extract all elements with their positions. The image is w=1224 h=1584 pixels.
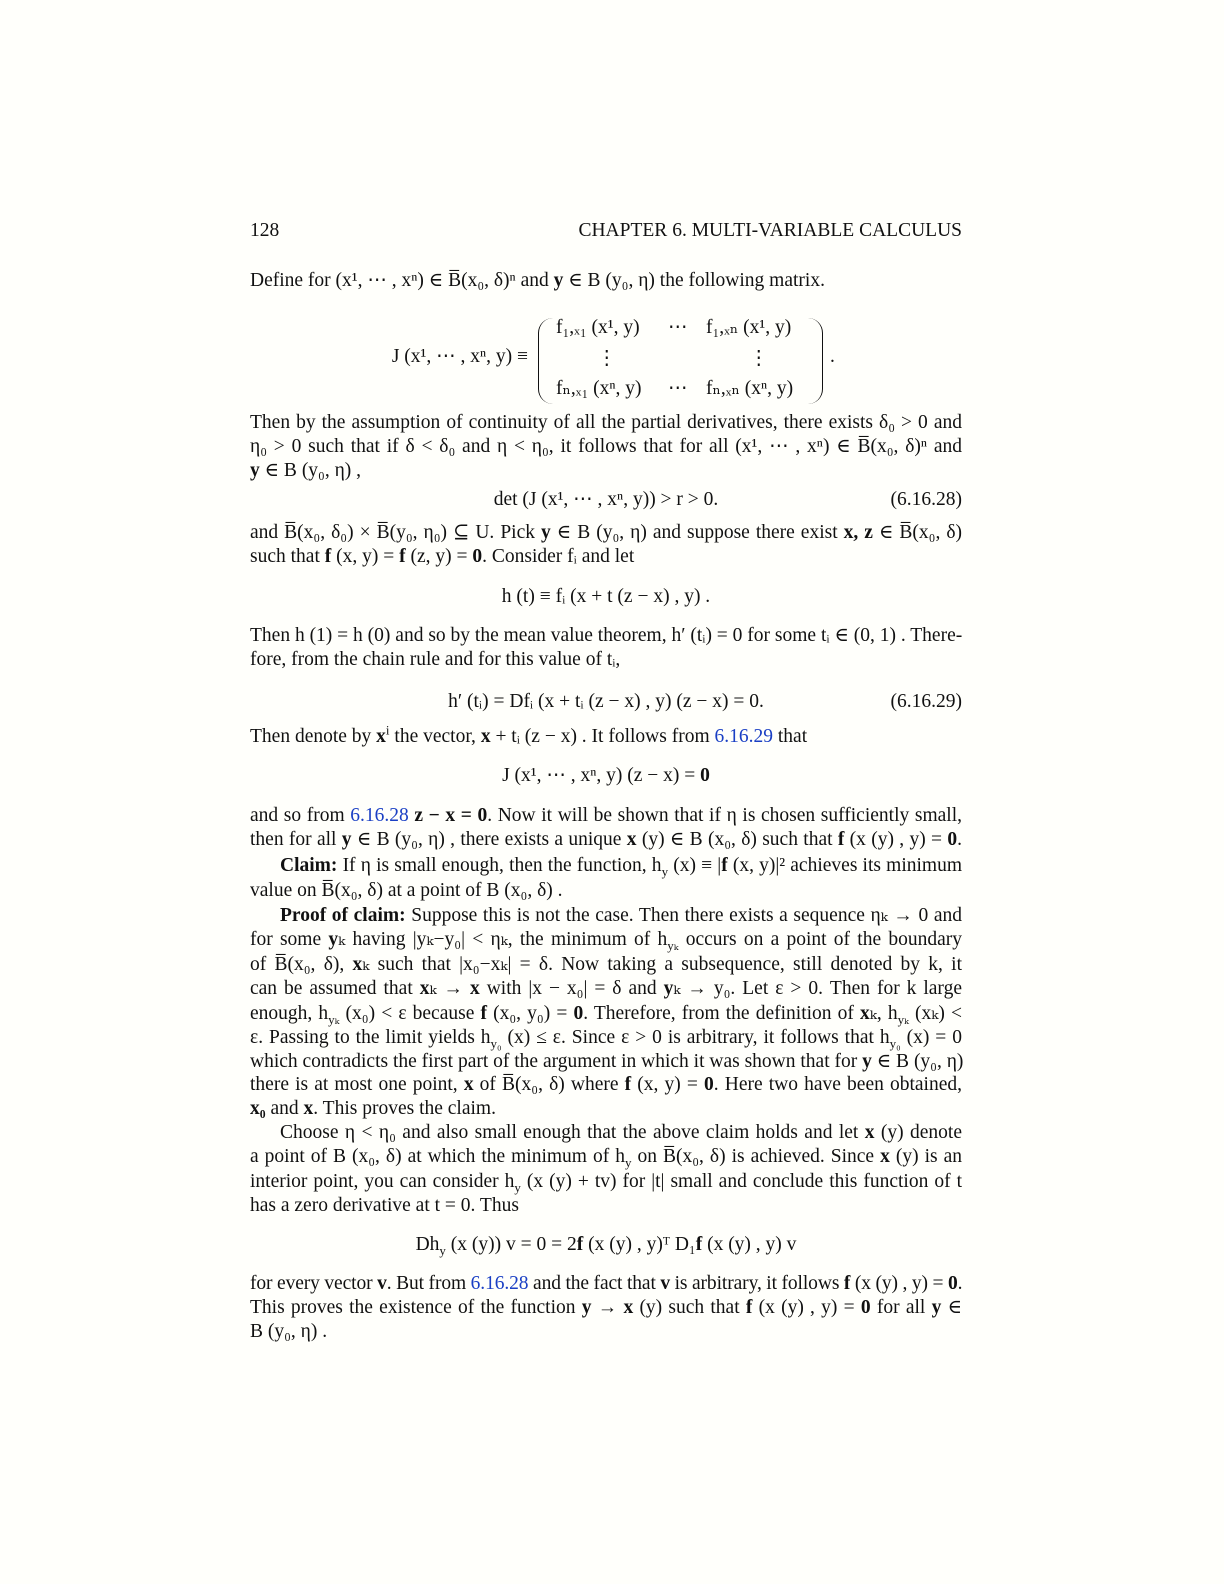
subscript: y (439, 1242, 446, 1258)
text-line (250, 436, 962, 458)
bold-text: f (745, 1297, 753, 1318)
bold-text: f (837, 829, 845, 850)
subscript: yₖ (328, 1011, 340, 1027)
bold-text: f (721, 855, 728, 876)
matrix-period: . (830, 346, 835, 367)
bold-text: y (328, 929, 339, 950)
text-run: for every vector (250, 1273, 378, 1294)
equation-reference-link[interactable]: 6.16.28 (470, 1273, 529, 1294)
text-line (250, 1051, 962, 1073)
text-line (250, 1146, 962, 1168)
text-line (494, 489, 719, 511)
text-line (502, 765, 710, 787)
text-line (250, 905, 962, 927)
equation-reference-link[interactable]: 6.16.29 (714, 726, 773, 747)
bold-text: x₀ (250, 1098, 266, 1119)
text-run: (x (y) , y)ᵀ D₁ (583, 1234, 696, 1255)
text-run: interior point, you can consider h (250, 1171, 515, 1192)
text-run: is arbitrary, it follows (670, 1273, 844, 1294)
bold-text: f (576, 1234, 584, 1255)
text-run: (x₀, y₀) = (487, 1003, 574, 1024)
text-run: . Now it will be shown that if η is chosen sufficiently small, (487, 805, 962, 826)
text-run: which contradicts the first part of the argument in which it was shown that for (250, 1051, 863, 1072)
bold-text: Claim: (280, 855, 338, 876)
bold-text: z − x = 0 (414, 805, 488, 826)
text-line (250, 1003, 962, 1025)
matrix-cell: fₙ,ₓ₁ (xⁿ, y) (556, 378, 642, 399)
matrix-cell: f₁,ₓₙ (x¹, y) (706, 317, 792, 338)
text-run: ∈ B (y₀, η) , there exists a unique (351, 829, 627, 850)
text-line (250, 1273, 962, 1295)
text-run: ∈ B̅(x₀, δ) (872, 522, 963, 543)
equation-reference-link[interactable]: 6.16.28 (350, 805, 409, 826)
text-run: If η is small enough, then the function, h (337, 855, 662, 876)
bold-text: f (324, 546, 332, 567)
text-run: . Consider fᵢ and let (482, 546, 635, 567)
text-run: . Therefore, from the definition of (583, 1003, 861, 1024)
bold-text: 0 (472, 546, 483, 567)
text-run: ∈ B (y₀, η) the following matrix. (563, 270, 825, 291)
text-line (250, 829, 962, 851)
text-run: Dh (415, 1234, 440, 1255)
text-run: (x) ≡ | (668, 855, 722, 876)
text-run: Then by the assumption of continuity of all the partial derivatives, there exists δ₀ > 0 and (250, 412, 962, 433)
bold-text: y (862, 1051, 872, 1072)
text-run: (x) ≤ ε. Since ε > 0 is arbitrary, it follows that h (501, 1027, 890, 1048)
text-run: ∈ B (y₀, η) (871, 1051, 964, 1072)
bold-text: f (695, 1234, 703, 1255)
text-run: (y) denote (874, 1122, 962, 1143)
text-run: ∈ B (y₀, η) and suppose there exist (550, 522, 844, 543)
bold-text: y (581, 1297, 592, 1318)
text-run: such that (250, 546, 325, 567)
text-run: Suppose this is not the case. Then there exists a sequence ηₖ → 0 and (405, 905, 962, 926)
equation-number: (6.16.28) (890, 489, 962, 510)
page-number: 128 (250, 220, 280, 241)
text-run: . Here two have been obtained, (713, 1074, 962, 1095)
text-run: h (t) ≡ fᵢ (x + t (z − x) , y) . (501, 586, 711, 607)
text-line (250, 1074, 962, 1096)
bold-text: x (463, 1074, 474, 1095)
bold-text: 0 (573, 1003, 584, 1024)
right-paren (808, 318, 823, 404)
bold-text: x (626, 829, 637, 850)
text-run: can be assumed that (250, 978, 420, 999)
text-run: (x (y)) v = 0 = 2 (445, 1234, 577, 1255)
text-run: . This proves the claim. (313, 1098, 496, 1119)
bold-text: x (419, 978, 430, 999)
text-run: Then denote by (250, 726, 377, 747)
text-run: enough, h (250, 1003, 329, 1024)
text-line (250, 1098, 962, 1120)
bold-text: 0 (947, 829, 958, 850)
text-run: . But from (386, 1273, 471, 1294)
bold-text: x (880, 1146, 890, 1167)
subscript: y₀ (490, 1035, 502, 1051)
bold-text: v (377, 1273, 387, 1294)
bold-text: y (931, 1297, 942, 1318)
text-line (250, 522, 962, 544)
text-run: that (773, 726, 808, 747)
text-run: fore, from the chain rule and for this value of tᵢ, (250, 649, 621, 670)
text-run: (x (y) , y) v (702, 1234, 797, 1255)
bold-text: f (399, 546, 406, 567)
bold-text: Proof of claim: (280, 905, 406, 926)
bold-text: f (624, 1074, 632, 1095)
bold-text: y (663, 978, 674, 999)
text-run: for all (870, 1297, 932, 1318)
text-line (250, 978, 962, 1000)
text-run: and so from (250, 805, 351, 826)
text-line (250, 546, 962, 568)
text-run: the vector, (389, 726, 481, 747)
text-line (250, 1297, 962, 1319)
bold-text: v (660, 1273, 671, 1294)
text-run: on B̅(x₀, δ) is achieved. Since (631, 1146, 881, 1167)
equation-number: (6.16.29) (890, 691, 962, 712)
text-line (250, 855, 962, 877)
text-run: and the fact that (528, 1273, 661, 1294)
text-run: η₀ > 0 such that if δ < δ₀ and η < η₀, it follows that for all (x¹, ⋯ , xⁿ) ∈ B̅(x₀, δ)ⁿ and (250, 436, 962, 457)
text-run: (y) such that (633, 1297, 746, 1318)
text-run: ₖ having |yₖ−y₀| < ηₖ, the minimum of h (338, 929, 668, 950)
text-run: of B̅(x₀, δ), (250, 954, 353, 975)
text-run: there is at most one point, (250, 1074, 464, 1095)
text-run: (x (y) , y) = (844, 829, 948, 850)
text-run: det (J (x¹, ⋯ , xⁿ, y)) > r > 0. (493, 489, 719, 510)
text-run: Choose η < η₀ and also small enough that the above claim holds and let (280, 1122, 865, 1143)
text-run: Then h (1) = h (0) and so by the mean value theorem, h′ (tᵢ) = 0 for some tᵢ ∈ (0, 1) . There- (250, 625, 963, 646)
text-line (502, 586, 710, 608)
text-run: a point of B (x₀, δ) at which the minimum of h (250, 1146, 625, 1167)
matrix-cell: ⋮ (749, 348, 769, 369)
matrix-cell: fₙ,ₓₙ (xⁿ, y) (706, 378, 794, 399)
text-line (250, 270, 962, 292)
superscript: i (385, 722, 390, 738)
matrix-lhs: J (x¹, ⋯ , xⁿ, y) ≡ (391, 346, 528, 367)
text-run: for some (250, 929, 329, 950)
text-line (250, 412, 962, 434)
matrix-cell: ⋮ (597, 348, 617, 369)
text-run: ₖ, h (869, 1003, 898, 1024)
subscript: y (661, 863, 669, 879)
text-line (250, 649, 962, 671)
text-line (250, 460, 962, 482)
bold-text: f (843, 1273, 851, 1294)
bold-text: 0 (947, 1273, 958, 1294)
text-run: (x, y) = (631, 1074, 704, 1095)
bold-text: f (480, 1003, 487, 1024)
matrix-cell: f₁,ₓ₁ (x¹, y) (556, 317, 640, 338)
bold-text: y (553, 270, 564, 291)
text-run: and B̅(x₀, δ₀) × B̅(y₀, η₀) ⊆ U. Pick (250, 522, 541, 543)
text-run: ₖ such that |x₀−xₖ| = δ. Now taking a subsequence, still denoted by k, it (362, 954, 962, 975)
text-run: J (x¹, ⋯ , xⁿ, y) (z − x) = (502, 765, 701, 786)
text-line (250, 880, 962, 902)
bold-text: 0 (704, 1074, 714, 1095)
bold-text: x (376, 726, 386, 747)
text-run: (xₖ) < (908, 1003, 963, 1024)
text-run: ∈ B (y₀, η) , (259, 460, 362, 481)
text-run: (y) ∈ B (x₀, δ) such that (636, 829, 838, 850)
text-line (250, 1321, 962, 1343)
text-run: then for all (250, 829, 342, 850)
text-run: occurs on a point of the boundary (678, 929, 962, 950)
subscript: y₀ (889, 1035, 901, 1051)
text-run: (x₀) < ε because (339, 1003, 481, 1024)
text-run: This proves the existence of the function (250, 1297, 582, 1318)
text-line (416, 1234, 797, 1256)
matrix-cell: ⋯ (668, 378, 688, 399)
text-run: (z, y) = (405, 546, 473, 567)
bold-text: 0 (860, 1297, 871, 1318)
bold-text: x (303, 1098, 314, 1119)
text-line (250, 722, 962, 748)
bold-text: x (480, 726, 491, 747)
text-run: ε. Passing to the limit yields h (250, 1027, 491, 1048)
text-line (250, 1195, 962, 1217)
text-run: value on B̅(x₀, δ) at a point of B (x₀, δ) . (250, 880, 563, 901)
bold-text: 0 (700, 765, 710, 786)
bold-text: x, z (843, 522, 873, 543)
text-line (448, 691, 764, 713)
left-paren (538, 318, 553, 404)
text-run: ₖ → y₀. Let ε > 0. Then for k large (673, 978, 962, 999)
text-line (250, 1171, 962, 1193)
subscript: yₖ (667, 937, 679, 953)
text-run: . (957, 829, 962, 850)
subscript: y (624, 1154, 632, 1170)
text-run: (x (y) , y) = (850, 1273, 948, 1294)
bold-text: x (470, 978, 480, 999)
text-run: ∈ (941, 1297, 962, 1318)
text-run: → (591, 1297, 624, 1318)
bold-text: x (623, 1297, 634, 1318)
text-line (250, 1027, 962, 1049)
text-run: (x, y) = (331, 546, 400, 567)
text-run: (y) is an (889, 1146, 962, 1167)
text-run: (x (y) , y) = (752, 1297, 861, 1318)
text-run: (x) = 0 (900, 1027, 962, 1048)
subscript: yₖ (897, 1011, 909, 1027)
text-run: (x (y) + tv) for |t| small and conclude this function of t (520, 1171, 962, 1192)
bold-text: x (860, 1003, 870, 1024)
bold-text: y (341, 829, 352, 850)
running-header: CHAPTER 6. MULTI-VARIABLE CALCULUS (578, 220, 962, 241)
text-run: and (265, 1098, 304, 1119)
bold-text: y (541, 522, 551, 543)
subscript: y (514, 1179, 521, 1195)
text-run: (x, y)|² achieves its minimum (727, 855, 962, 876)
bold-text: x (864, 1122, 875, 1143)
text-line (250, 1122, 962, 1144)
text-line (250, 929, 962, 951)
text-run: B (y₀, η) . (250, 1321, 328, 1342)
text-line (250, 954, 962, 976)
text-run: has a zero derivative at t = 0. Thus (250, 1195, 519, 1216)
text-line (250, 625, 962, 647)
text-run: + tᵢ (z − x) . It follows from (490, 726, 715, 747)
matrix-cell: ⋯ (668, 317, 688, 338)
text-run: . (957, 1273, 963, 1294)
text-run: of B̅(x₀, δ) where (473, 1074, 625, 1095)
bold-text: x (352, 954, 363, 975)
text-run: Define for (x¹, ⋯ , xⁿ) ∈ B̅(x₀, δ)ⁿ and (250, 270, 554, 291)
text-run: with |x − x₀| = δ and (479, 978, 664, 999)
bold-text: y (250, 460, 260, 481)
text-run: ₖ → (429, 978, 471, 999)
text-run: h′ (tᵢ) = Dfᵢ (x + tᵢ (z − x) , y) (z − x) = 0. (448, 691, 764, 712)
text-line (250, 805, 962, 827)
